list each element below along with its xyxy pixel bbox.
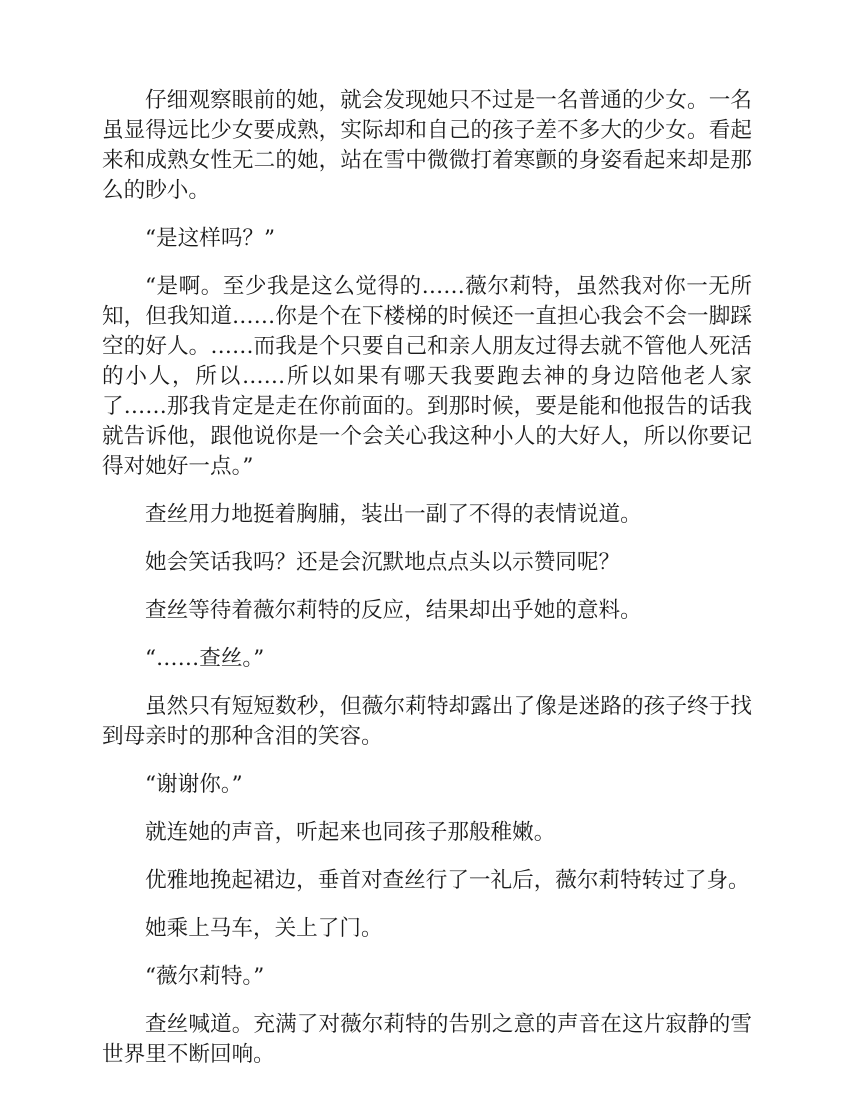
- paragraph: “……查丝。”: [145, 646, 265, 671]
- paragraph: 查丝等待着薇尔莉特的反应，结果却出乎她的意料。: [145, 598, 642, 623]
- paragraph: 虽然只有短短数秒，但薇尔莉特却露出了像是迷路的孩子终于找到母亲时的那种含泪的笑容。: [102, 694, 752, 749]
- paragraph: “是啊。至少我是这么觉得的……薇尔莉特，虽然我对你一无所知，但我知道……你是个在下楼梯的时候还一直担心我会不会一脚踩空的好人。……而我是个只要自己和亲人朋友过得去就不管他人死活的小人，所以……所以如果有哪天我要跑去神的身边陪他老人家了……那我肯定是走在你前面的。到那时候，要是能和他报告的话我就告诉他，跟他说你是一个会关心我这种小人的大好人，所以你要记得对她好一点。”: [102, 274, 752, 479]
- paragraph: 就连她的声音，听起来也同孩子那般稚嫩。: [145, 820, 556, 845]
- paragraph: 仔细观察眼前的她，就会发现她只不过是一名普通的少女。一名虽显得远比少女要成熟，实际却和自己的孩子差不多大的少女。看起来和成熟女性无二的她，站在雪中微微打着寒颤的身姿看起来却是那么的眇小。: [102, 88, 752, 203]
- paragraph: “谢谢你。”: [145, 772, 243, 797]
- paragraph: “薇尔莉特。”: [145, 964, 265, 989]
- document-page: [102, 86, 752, 1088]
- paragraph: 她会笑话我吗？还是会沉默地点点头以示赞同呢？: [145, 550, 621, 575]
- paragraph: “是这样吗？”: [145, 226, 276, 251]
- paragraph: 她乘上马车，关上了门。: [145, 916, 383, 941]
- paragraph: 查丝用力地挺着胸脯，装出一副了不得的表情说道。: [145, 502, 642, 527]
- paragraph: 优雅地挽起裙边，垂首对查丝行了一礼后，薇尔莉特转过了身。: [145, 868, 750, 893]
- paragraph: 查丝喊道。充满了对薇尔莉特的告别之意的声音在这片寂静的雪世界里不断回响。: [102, 1012, 752, 1067]
